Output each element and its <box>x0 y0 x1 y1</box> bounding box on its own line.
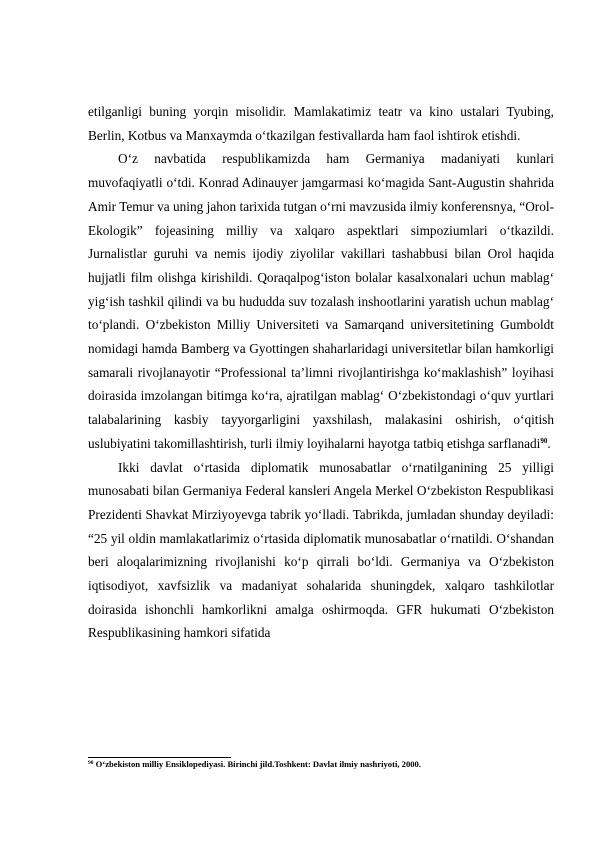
footnote-text: O‘zbekiston milliy Ensiklopediyasi. Birinchi jild.Toshkent: Davlat ilmiy nashriyoti, 2000. <box>93 759 421 769</box>
paragraph-3 <box>88 456 554 646</box>
body-text <box>88 100 554 645</box>
paragraph-2-text: O‘z navbatida respublikamizda ham Germaniya madaniyati kunlari muvofaqiyatli o‘tdi. Konrad Adinauyer jamgarmasi ko‘magida Sant-Augustin shahrida Amir Temur va uning jahon tarixida tutgan o‘rni mavzusida ilmiy konferensnya, “Orol-Ekologik” fojeasining milliy va xalqaro aspektlari simpoziumlari o‘tkazildi. Jurnalistlar guruhi va nemis ijodiy ziyolilar vakillari tashabbusi bilan Orol haqida hujjatli film olishga kirishildi. Qoraqalpog‘iston bolalar kasalxonalari uchun mablag‘ yig‘ish tashkil qilindi va bu hududda suv tozalash inshootlarini yaratish uchun mablag‘ to‘plandi. O‘zbekiston Milliy Universiteti va Samarqand universitetining Gumboldt nomidagi hamda Bamberg va Gyottingen shaharlaridagi universitetlar bilan hamkorligi samarali rivojlanayotir “Professional ta’limni rivojlantirishga ko‘maklashish” loyihasi doirasida imzolangan bitimga ko‘ra, ajratilgan mablag‘ O‘zbekistondagi o‘quv yurtlari talabalarining kasbiy tayyorgarligini yaxshilash, malakasini oshirish, o‘qitish uslubiyatini takomillashtirish, turli ilmiy loyihalarni hayotga tatbiq etishga sarflanadi <box>88 151 554 451</box>
paragraph-2-end: . <box>547 435 551 451</box>
paragraph-2 <box>88 147 554 455</box>
paragraph-1-text: etilganligi buning yorqin misolidir. Mamlakatimiz teatr va kino ustalari Tyubing, Berlin, Kotbus va Manxaymda o‘tkazilgan festivallarda ham faol ishtirok etishdi. <box>88 104 554 143</box>
footnote-number: 90 <box>88 760 94 766</box>
paragraph-1 <box>88 100 554 147</box>
footnote-reference[interactable]: 90 <box>540 436 548 445</box>
footnote <box>88 759 554 770</box>
paragraph-3-text: Ikki davlat o‘rtasida diplomatik munosabatlar o‘rnatilganining 25 yilligi munosabati bilan Germaniya Federal kansleri Angela Merkel O‘zbekiston Respublikasi Prezidenti Shavkat Mirziyoyevga tabrik yo‘lladi. Tabrikda, jumladan shunday deyiladi: “25 yil oldin mamlakatlarimiz o‘rtasida diplomatik munosabatlar o‘rnatildi. O‘shandan beri aloqalarimizning rivojlanishi ko‘p qirrali bo‘ldi. Germaniya va O‘zbekiston iqtisodiyot, xavfsizlik va madaniyat sohalarida shuningdek, xalqaro tashkilotlar doirasida ishonchli hamkorlikni amalga oshirmoqda. GFR hukumati O‘zbekiston Respublikasining hamkori sifatida <box>88 459 554 641</box>
footnote-separator <box>88 757 231 758</box>
